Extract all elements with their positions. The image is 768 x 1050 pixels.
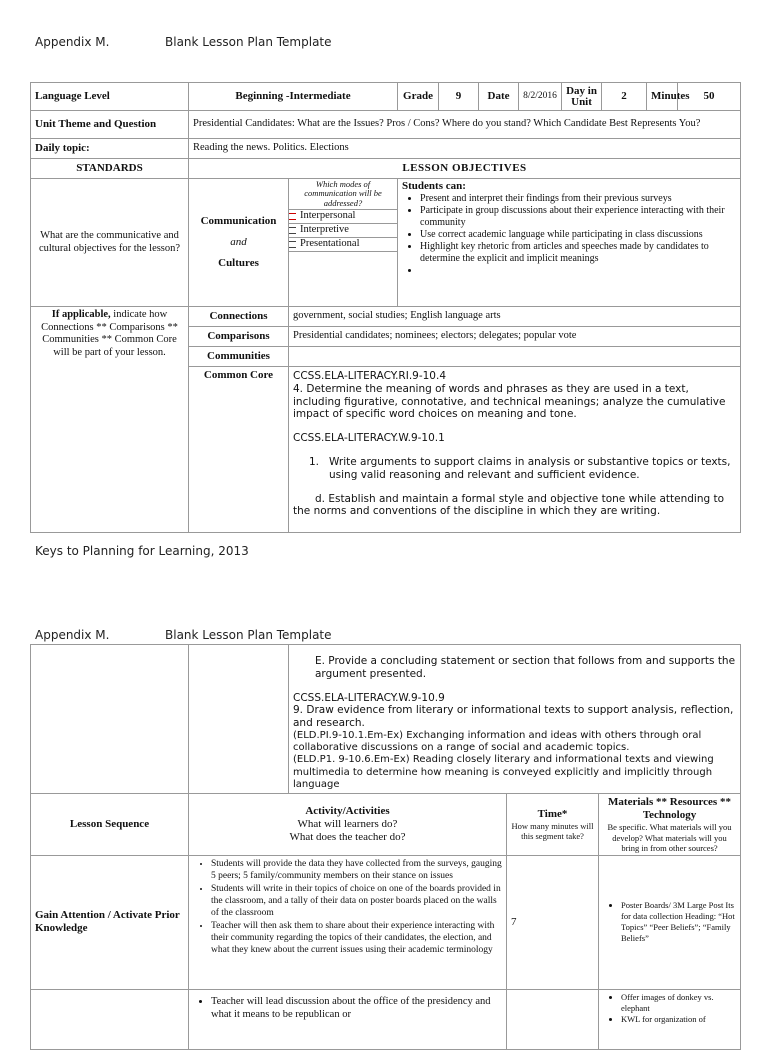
language-level-value: Beginning -Intermediate [189,83,398,111]
mode-interpersonal: Interpersonal [289,210,397,224]
if-applicable-cell [31,307,189,533]
communication-row [31,179,741,307]
cultures-label: Cultures [218,257,259,270]
comparisons-label: Comparisons [189,327,289,347]
box-icon [289,241,296,248]
sequence-header-row [31,793,741,855]
next-materials [599,989,741,1049]
students-can-label: Students can: [402,180,466,192]
language-level-label: Language Level [31,83,189,111]
communities-value [289,347,741,367]
cc-text-ri: 4. Determine the meaning of words and phrases as they are used in a text, including figurative, connotative, and technical meanings; analyze the cumulative impact of specific word choices on meaning and tone. [293,382,726,421]
minutes-value: 50 [678,83,741,111]
lesson-plan-table-page1 [30,82,741,533]
comparisons-value: Presidential candidates; nominees; electors; delegates; popular vote [289,327,741,347]
material-item: • KWL for organization of [621,1014,736,1025]
connections-row [31,307,741,327]
standards-header: STANDARDS [31,159,189,179]
daily-topic-label: Daily topic: [31,139,189,159]
page1-footer: Keys to Planning for Learning, 2013 [35,544,249,558]
common-core-content [289,367,741,533]
checked-box-icon [289,213,296,220]
cc-text-w9: 9. Draw evidence from literary or informational texts to support analysis, reflection, and research. [293,704,734,730]
appendix-label: Appendix M. [35,35,110,49]
eld-standard-2: (ELD.P1. 9-10.6.Em-Ex) Reading closely literary and informational texts and viewing multimedia to determine how meaning is conveyed explicitly and implicitly through language [293,754,714,790]
gain-attention-activities [189,855,507,989]
modes-question: Which modes of communication will be addressed? [304,179,382,208]
if-applicable-bold: If applicable, [51,309,111,320]
next-activities [189,989,507,1049]
objective-item: • Highlight key rhetoric from articles and speeches made by candidates to determine the explicit and implicit meanings [420,241,736,265]
communities-label: Communities [189,347,289,367]
page1-header [35,35,332,49]
section-header-row [31,159,741,179]
unit-theme-value: Presidential Candidates: What are the Issues? Pros / Cons? Where do you stand? Which Candidate Best Represents You? [189,111,741,139]
box-icon [289,227,296,234]
objectives-cell [398,179,741,307]
if-applicable-text: indicate how Connections ** Comparisons ** Communities ** Common Core will be part of your lesson. [41,309,178,358]
lesson-plan-table-page2 [30,644,741,1050]
cc-list-item: 1. Write arguments to support claims in analysis or substantive topics or texts, using valid reasoning and relevant and sufficient evidence. [309,455,731,481]
material-item: • Offer images of donkey vs. elephant [621,992,736,1014]
mode-presentational: Presentational [289,238,397,252]
communication-cultures-cell [189,179,289,307]
eld-standard-1: (ELD.PI.9-10.1.Em-Ex) Exchanging information and ideas with others through oral collaborative discussions on a range of social and academic topics. [293,729,702,754]
connections-label: Connections [189,307,289,327]
activity-item: • Teacher will then ask them to share about their experience interacting with their community regarding the topics of their candidates, the election, and what they knew about the current issues using their academic terminology [211,920,502,957]
material-item: • Poster Boards/ 3M Large Post Its for data collection Heading: “Hot Topics” “Peer Beliefs”; “Family Beliefs” [621,900,736,944]
objective-item [420,265,736,277]
objective-item: • Participate in group discussions about their experience interacting with their community [420,205,736,229]
grade-label: Grade [398,83,439,111]
day-in-unit-value: 2 [602,83,647,111]
template-title: Blank Lesson Plan Template [165,628,332,642]
page2-header [35,628,332,642]
unit-theme-label: Unit Theme and Question [31,111,189,139]
date-label: Date [479,83,519,111]
activity-item: • Students will provide the data they have collected from the surveys, gauging 5 peers; 5 family/community members on their stance on issues [211,858,502,883]
modes-cell [289,179,398,307]
activity-item: • Teacher will lead discussion about the office of the presidency and what it means to be republican or [211,996,502,1021]
common-core-label: Common Core [189,367,289,533]
gain-attention-row [31,855,741,989]
gain-attention-time: 7 [507,855,599,989]
cc-code-w1: CCSS.ELA-LITERACY.W.9-10.1 [293,432,445,445]
lesson-objectives-header: LESSON OBJECTIVES [189,159,741,179]
grade-value: 9 [439,83,479,111]
activity-header: Activity/Activities What will learners do? What does the teacher do? [189,793,507,855]
objective-item: • Use correct academic language while participating in class discussions [420,229,736,241]
minutes-label: Minutes [647,83,678,111]
daily-topic-row [31,139,741,159]
info-row [31,83,741,111]
lesson-sequence-header: Lesson Sequence [31,793,189,855]
time-header: Time* How many minutes will this segment take? [507,793,599,855]
connections-value: government, social studies; English language arts [289,307,741,327]
cc-code-ri: CCSS.ELA-LITERACY.RI.9-10.4 [293,370,447,382]
activity-item: • Students will write in their topics of choice on one of the boards provided in the classroom, and a tally of their data on poster boards placed on the walls of the classroom [211,883,502,920]
materials-header: Materials ** Resources ** Technology Be specific. What materials will you develop? What materials will you bring in from other sources? [599,793,741,855]
appendix-label: Appendix M. [35,628,110,642]
cc-item-d: d. Establish and maintain a formal style and objective tone while attending to the norms and conventions of the discipline in which they are writing. [293,492,725,518]
gain-attention-label: Gain Attention / Activate Prior Knowledge [31,855,189,989]
mode-interpretive: Interpretive [289,224,397,238]
continued-standards-content [289,645,741,794]
cc-item-e: E. Provide a concluding statement or section that follows from and supports the argument presented. [315,655,736,680]
continued-standards-row [31,645,741,794]
daily-topic-value: Reading the news. Politics. Elections [189,139,741,159]
date-value: 8/2/2016 [519,83,562,111]
gain-attention-materials [599,855,741,989]
day-in-unit-label: Day in Unit [562,83,602,111]
communicative-question: What are the communicative and cultural objectives for the lesson? [31,179,189,307]
unit-row [31,111,741,139]
next-sequence-row [31,989,741,1049]
communication-label: Communication [200,214,277,227]
cc-code-w9: CCSS.ELA-LITERACY.W.9-10.9 [293,691,445,704]
and-label: and [230,235,247,248]
template-title: Blank Lesson Plan Template [165,35,332,49]
objective-item: • Present and interpret their findings from their previous surveys [420,193,736,205]
